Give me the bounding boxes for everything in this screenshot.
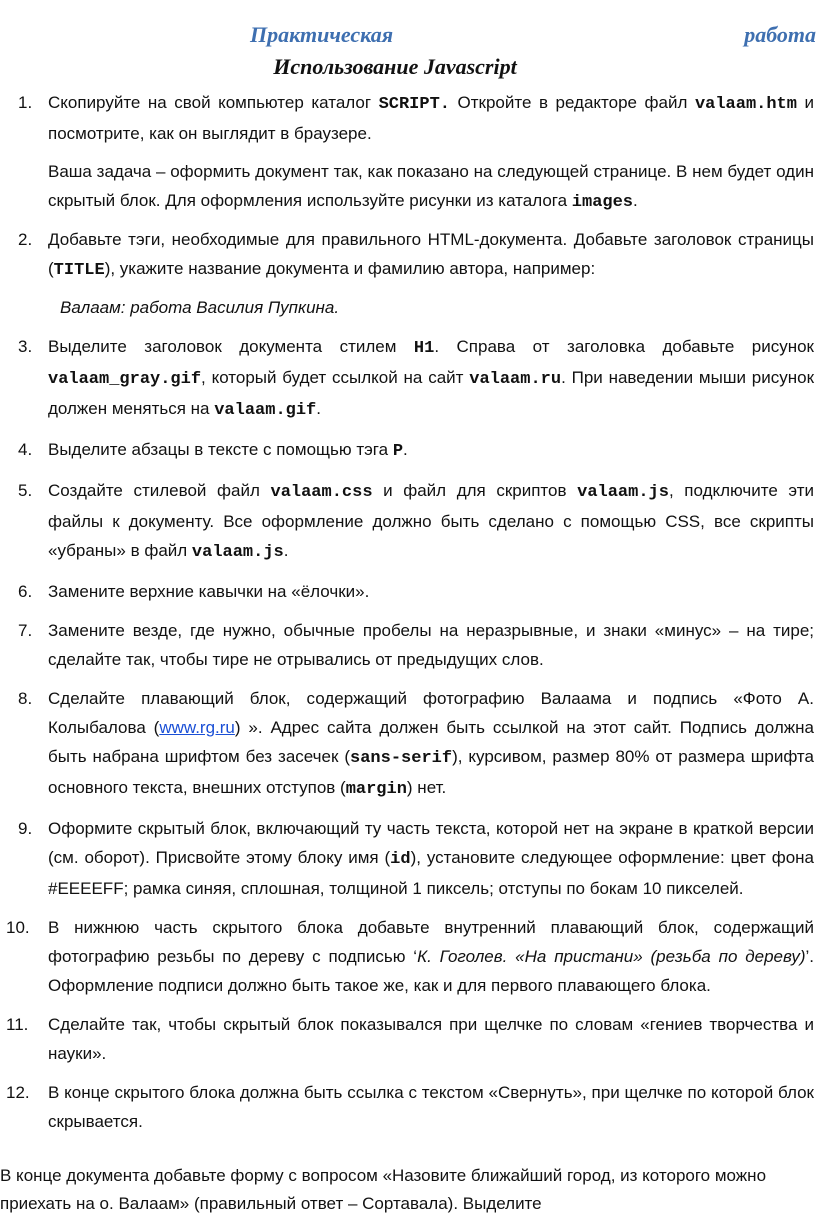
code-term: SCRIPT. <box>378 95 450 114</box>
item-text: Сделайте плавающий блок, содержащий фотографию Валаама и подпись «Фото А. Колыбалова ( <box>48 689 814 737</box>
item-text: . <box>633 191 638 210</box>
item-text: , подключите эти файлы к документу. Все оформление должно быть сделано с помощью CSS, все скрипты «убраны» в файл <box>48 481 814 560</box>
item-text: и посмотрите, как он выглядит в браузере. <box>48 93 814 143</box>
item-number: 3. <box>18 337 33 356</box>
item-number: 6. <box>18 582 33 601</box>
item-text: Откройте в редакторе файл <box>450 93 695 112</box>
item-text: Ваша задача – оформить документ так, как показано на следующей странице. В нем будет один скрытый блок. Для оформления используйте рисунки из каталога <box>48 162 814 210</box>
italic-caption: К. Гоголев. «На пристани» (резьба по дереву) <box>417 947 806 966</box>
item-text: Замените везде, где нужно, обычные пробелы на неразрывные, и знаки «минус» – на тире; сделайте так, чтобы тире не отрывались от предыдущих слов. <box>48 621 814 669</box>
item-text: В нижнюю часть скрытого блока добавьте внутренний плавающий блок, содержащий фотографию резьбы по дереву с подписью ‘ <box>48 918 814 966</box>
item-text: . <box>403 440 408 459</box>
code-term: id <box>390 850 411 869</box>
title-word-1: Практическая <box>250 22 394 47</box>
item-number: 8. <box>18 689 33 708</box>
item-number: 11. <box>6 1015 29 1034</box>
item-number: 7. <box>18 621 33 640</box>
item-text: В конце скрытого блока должна быть ссылка с текстом «Свернуть», при щелчке по которой блок скрывается. <box>48 1083 814 1131</box>
item-number: 1. <box>18 93 33 112</box>
list-item-2 <box>0 225 816 285</box>
code-term: valaam.css <box>270 483 373 502</box>
list-item-11 <box>0 1010 816 1068</box>
list-item-8 <box>0 684 816 804</box>
item-text: Оформите скрытый блок, включающий ту часть текста, которой нет на экране в краткой версии (см. оборот). Присвойте этому блоку имя ( <box>48 819 814 867</box>
task-list <box>0 88 816 1136</box>
item-number: 10. <box>6 918 30 937</box>
code-term: margin <box>345 780 407 799</box>
code-term: valaam.htm <box>694 95 797 114</box>
code-term: images <box>571 193 634 212</box>
example-text: Валаам: работа Василия Пупкина. <box>60 298 340 317</box>
item-text: Создайте стилевой файл <box>48 481 271 500</box>
list-item-4 <box>0 435 816 466</box>
item-text: Выделите абзацы в тексте с помощью тэга <box>48 440 393 459</box>
list-item-7 <box>0 616 816 674</box>
code-term: TITLE <box>53 261 105 280</box>
item-text: Замените верхние кавычки на «ёлочки». <box>48 582 370 601</box>
page-subtitle: Использование Javascript <box>273 54 517 79</box>
item-number: 2. <box>18 230 33 249</box>
list-item-6 <box>0 577 816 606</box>
item-text: и файл для скриптов <box>372 481 578 500</box>
item-text: Выделите заголовок документа стилем <box>48 337 414 356</box>
item-text: ) ». Адрес сайта должен быть ссылкой на этот сайт. Подпись должна быть набрана шрифтом без засечек ( <box>48 718 814 766</box>
code-term: valaam.ru <box>469 370 562 389</box>
item-text: ), укажите название документа и фамилию автора, например: <box>104 259 596 278</box>
item-text: ’. Оформление подписи должно быть такое же, как и для первого плавающего блока. <box>48 947 814 995</box>
item-text: ), курсивом, размер 80% от размера шрифта основного текста, внешних отступов ( <box>48 747 814 797</box>
list-item-10 <box>0 913 816 1000</box>
code-term: sans-serif <box>350 749 453 768</box>
item-number: 12. <box>6 1083 30 1102</box>
item-text: . Справа от заголовка добавьте рисунок <box>434 337 814 356</box>
item-text: Добавьте тэги, необходимые для правильного HTML-документа. Добавьте заголовок страницы ( <box>48 230 814 278</box>
item-number: 4. <box>18 440 33 459</box>
title-word-2: работа <box>744 22 816 47</box>
item-number: 5. <box>18 481 33 500</box>
list-item-9 <box>0 814 816 903</box>
list-item-12 <box>0 1078 816 1136</box>
code-term: P <box>392 442 404 461</box>
list-item-5 <box>0 476 816 567</box>
list-item-3 <box>0 332 816 425</box>
item-text: ) нет. <box>406 778 447 797</box>
footer-paragraph: В конце документа добавьте форму с вопросом «Назовите ближайший город, из которого можно приехать на о. Валаам» (правильный ответ – Сортавала). Выделите <box>0 1166 767 1213</box>
item-text: . <box>316 399 321 418</box>
list-item-1 <box>0 88 816 217</box>
item-text: . При наведении мыши рисунок должен меняться на <box>48 368 815 418</box>
code-term: valaam_gray.gif <box>48 370 202 389</box>
item-number: 9. <box>18 819 33 838</box>
code-term: valaam.js <box>191 543 284 562</box>
item-text: . <box>283 541 289 560</box>
rg-ru-link[interactable]: www.rg.ru <box>159 718 235 737</box>
code-term: valaam.js <box>577 483 669 502</box>
code-term: valaam.gif <box>214 401 317 420</box>
code-term: H1 <box>413 339 435 358</box>
item-text: , который будет ссылкой на сайт <box>201 368 470 387</box>
item-text: ), установите следующее оформление: цвет фона #EEEEFF; рамка синяя, сплошная, толщиной 1 пиксель; отступы по бокам 10 пикселей. <box>48 848 815 898</box>
item-text: Скопируйте на свой компьютер каталог <box>48 93 379 112</box>
page-title-line <box>250 22 816 48</box>
item-text: Сделайте так, чтобы скрытый блок показывался при щелчке по словам «гениев творчества и науки». <box>48 1015 814 1063</box>
